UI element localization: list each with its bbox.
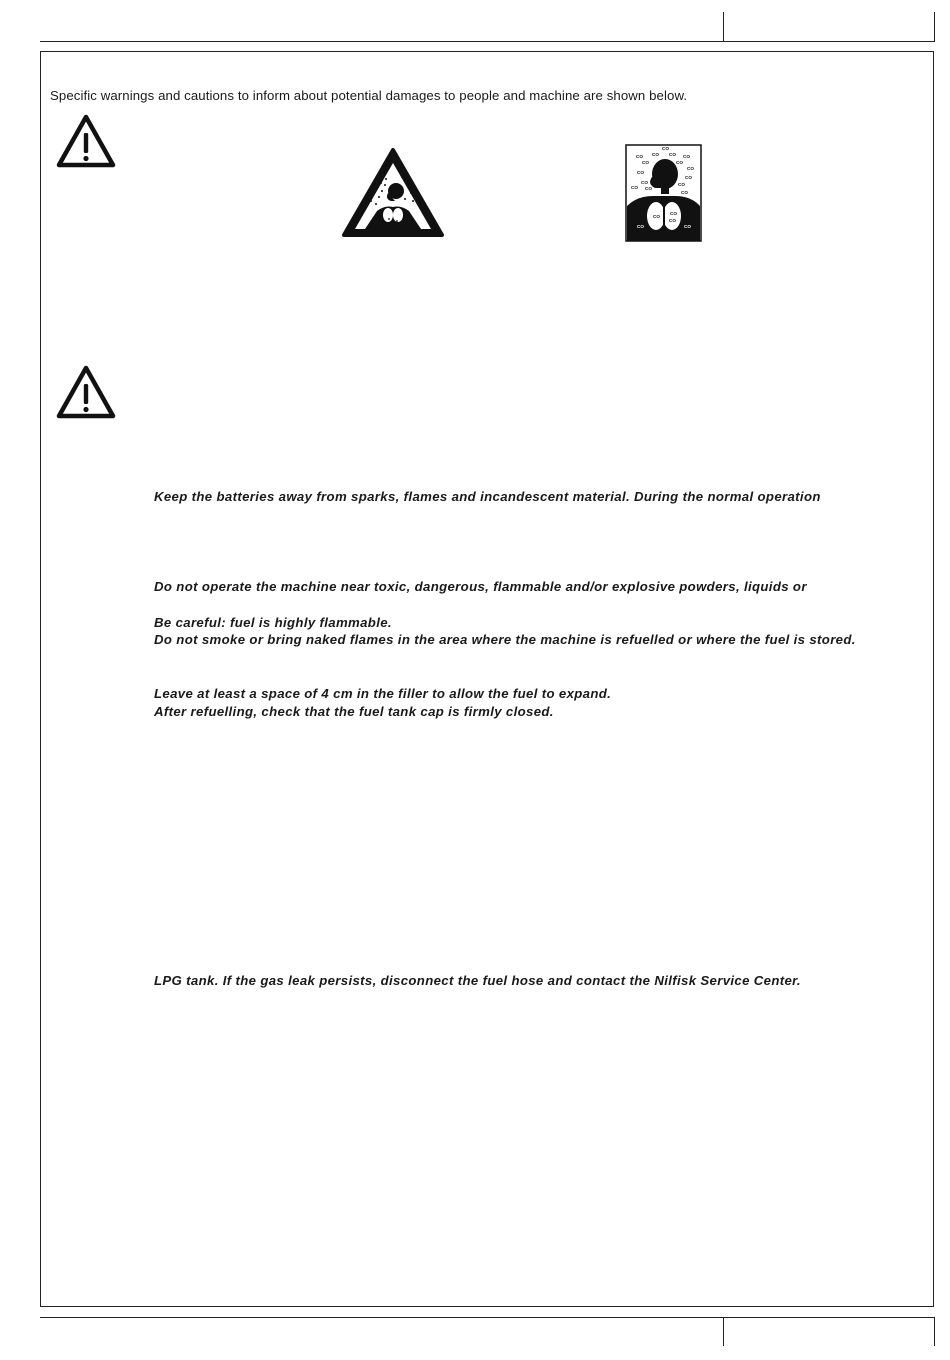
svg-text:CO: CO [645, 186, 652, 191]
svg-text:CO: CO [669, 218, 676, 223]
warning-filler-space: Leave at least a space of 4 cm in the filler to allow the fuel to expand. [154, 686, 612, 701]
svg-text:CO: CO [631, 185, 638, 190]
svg-text:CO: CO [676, 160, 683, 165]
header-right-edge [934, 12, 935, 41]
svg-text:CO: CO [637, 170, 644, 175]
svg-text:CO: CO [670, 211, 677, 216]
toxic-gas-hazard-icon [341, 147, 445, 239]
svg-text:CO: CO [683, 154, 690, 159]
header-rule [40, 41, 935, 42]
footer-rule [40, 1317, 935, 1318]
svg-text:CO: CO [681, 190, 688, 195]
svg-text:CO: CO [653, 214, 660, 219]
svg-text:CO: CO [687, 166, 694, 171]
footer-divider [723, 1318, 724, 1346]
carbon-monoxide-icon [625, 144, 702, 242]
footer-right-edge [934, 1318, 935, 1346]
svg-text:CO: CO [636, 154, 643, 159]
svg-text:CO: CO [669, 152, 676, 157]
svg-text:CO: CO [641, 180, 648, 185]
svg-text:CO: CO [678, 182, 685, 187]
svg-text:CO: CO [662, 146, 669, 151]
warning-triangle-icon [56, 365, 116, 419]
warning-tank-cap: After refuelling, check that the fuel tank cap is firmly closed. [154, 704, 554, 719]
warning-toxic-powders: Do not operate the machine near toxic, dangerous, flammable and/or explosive powders, liquids or [154, 579, 807, 594]
svg-text:CO: CO [685, 175, 692, 180]
warning-no-smoking: Do not smoke or bring naked flames in the area where the machine is refuelled or where the fuel is stored. [154, 632, 856, 647]
svg-text:CO: CO [637, 224, 644, 229]
warning-triangle-icon [56, 114, 116, 168]
svg-text:CO: CO [642, 160, 649, 165]
svg-text:CO: CO [684, 224, 691, 229]
warning-batteries: Keep the batteries away from sparks, flames and incandescent material. During the normal operation [154, 489, 821, 504]
warning-fuel-flammable: Be careful: fuel is highly flammable. [154, 615, 392, 630]
warning-lpg-leak: LPG tank. If the gas leak persists, disconnect the fuel hose and contact the Nilfisk Service Center. [154, 973, 801, 988]
content-frame [40, 51, 934, 1307]
svg-text:CO: CO [652, 152, 659, 157]
svg-text:CO: CO [665, 178, 672, 183]
intro-text: Specific warnings and cautions to inform about potential damages to people and machine are shown below. [50, 88, 688, 103]
header-divider [723, 12, 724, 41]
